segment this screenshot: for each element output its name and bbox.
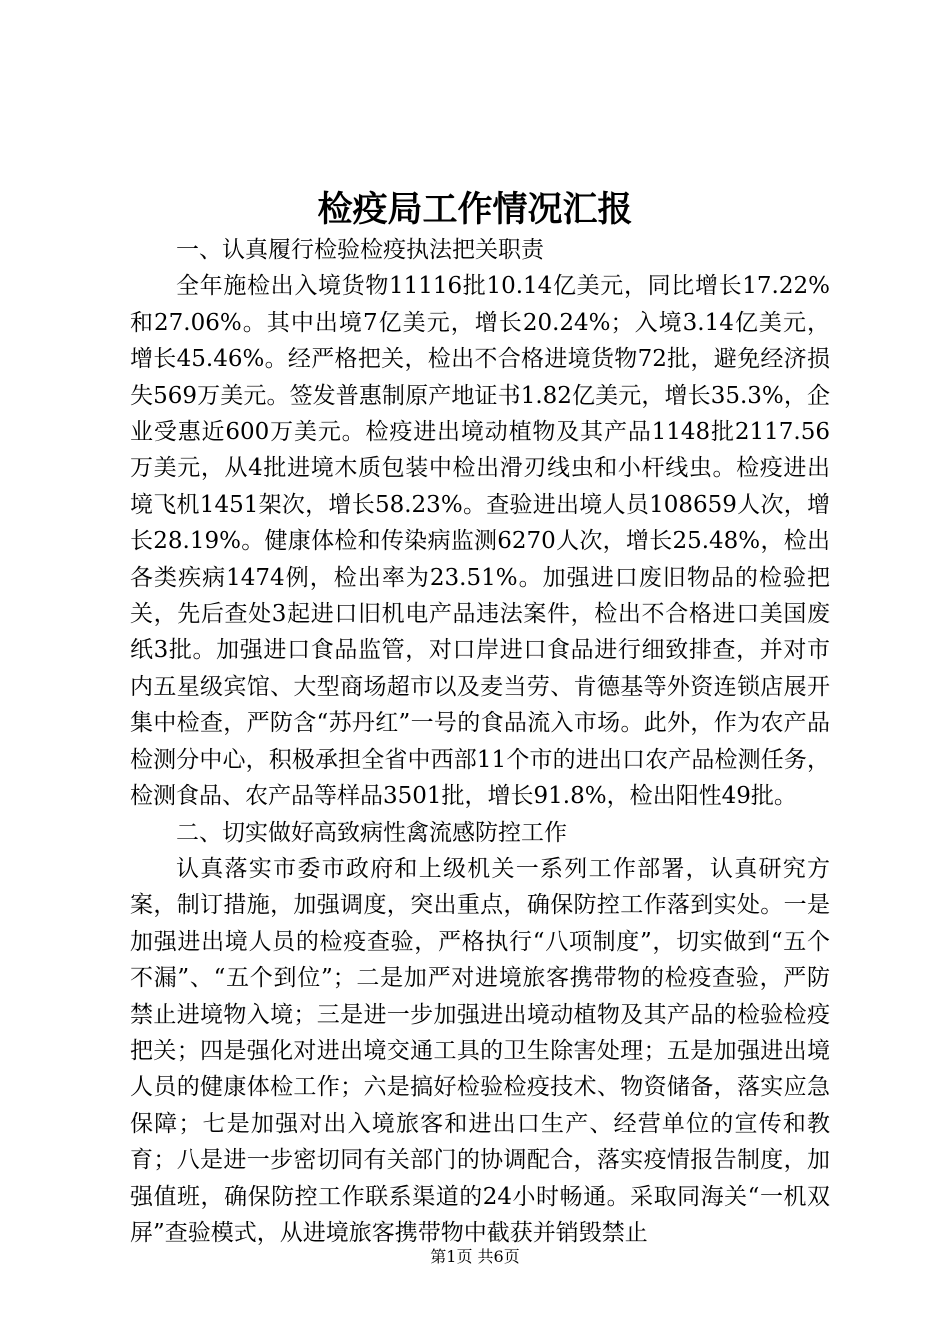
page-number-footer: 第1页 共6页 bbox=[430, 1247, 520, 1266]
section-heading-2: 二、切实做好高致病性禽流感防控工作 bbox=[176, 819, 567, 846]
document-title: 检疫局工作情况汇报 bbox=[317, 189, 633, 230]
section-paragraph-2: 认真落实市委市政府和上级机关一系列工作部署，认真研究方案，制订措施，加强调度，突出重点，确保防控工作落到实处。一是加强进出境人员的检疫查验，严格执行“八项制度”，切实做到“五个不漏”、“五个到位”；二是加严对进境旅客携带物的检疫查验，严防禁止进境物入境；三是进一步加强进出境动植物及其产品的检验检疫把关；四是强化对进出境交通工具的卫生除害处理；五是加强进出境人员的健康体检工作；六是搞好检验检疫技术、物资储备，落实应急保障；七是加强对出入境旅客和进出口生产、经营单位的宣传和教育；八是进一步密切同有关部门的协调配合，落实疫情报告制度，加强值班，确保防控工作联系渠道的24小时畅通。采取同海关“一机双屏”查验模式，从进境旅客携带物中截获并销毁禁止 bbox=[130, 855, 830, 1246]
section-paragraph-1: 全年施检出入境货物11116批10.14亿美元，同比增长17.22%和27.06%。其中出境7亿美元，增长20.24%；入境3.14亿美元，增长45.46%。经严格把关，检出不合格进境货物72批，避免经济损失569万美元。签发普惠制原产地证书1.82亿美元，增长35.3%，企业受惠近600万美元。检疫进出境动植物及其产品1148批2117.56万美元，从4批进境木质包装中检出滑刃线虫和小杆线虫。检疫进出境飞机1451架次，增长58.23%。查验进出境人员108659人次，增长28.19%。健康体检和传染病监测6270人次，增长25.48%，检出各类疾病1474例，检出率为23.51%。加强进口废旧物品的检验把关，先后查处3起进口旧机电产品违法案件，检出不合格进口美国废纸3批。加强进口食品监管，对口岸进口食品进行细致排查，并对市内五星级宾馆、大型商场超市以及麦当劳、肯德基等外资连锁店展开集中检查，严防含“苏丹红”一号的食品流入市场。此外，作为农产品检测分中心，积极承担全省中西部11个市的进出口农产品检测任务，检测食品、农产品等样品3501批，增长91.8%，检出阳性49批。 bbox=[130, 273, 830, 810]
document-body bbox=[130, 232, 830, 1251]
section-heading-1: 一、认真履行检验检疫执法把关职责 bbox=[176, 237, 544, 263]
